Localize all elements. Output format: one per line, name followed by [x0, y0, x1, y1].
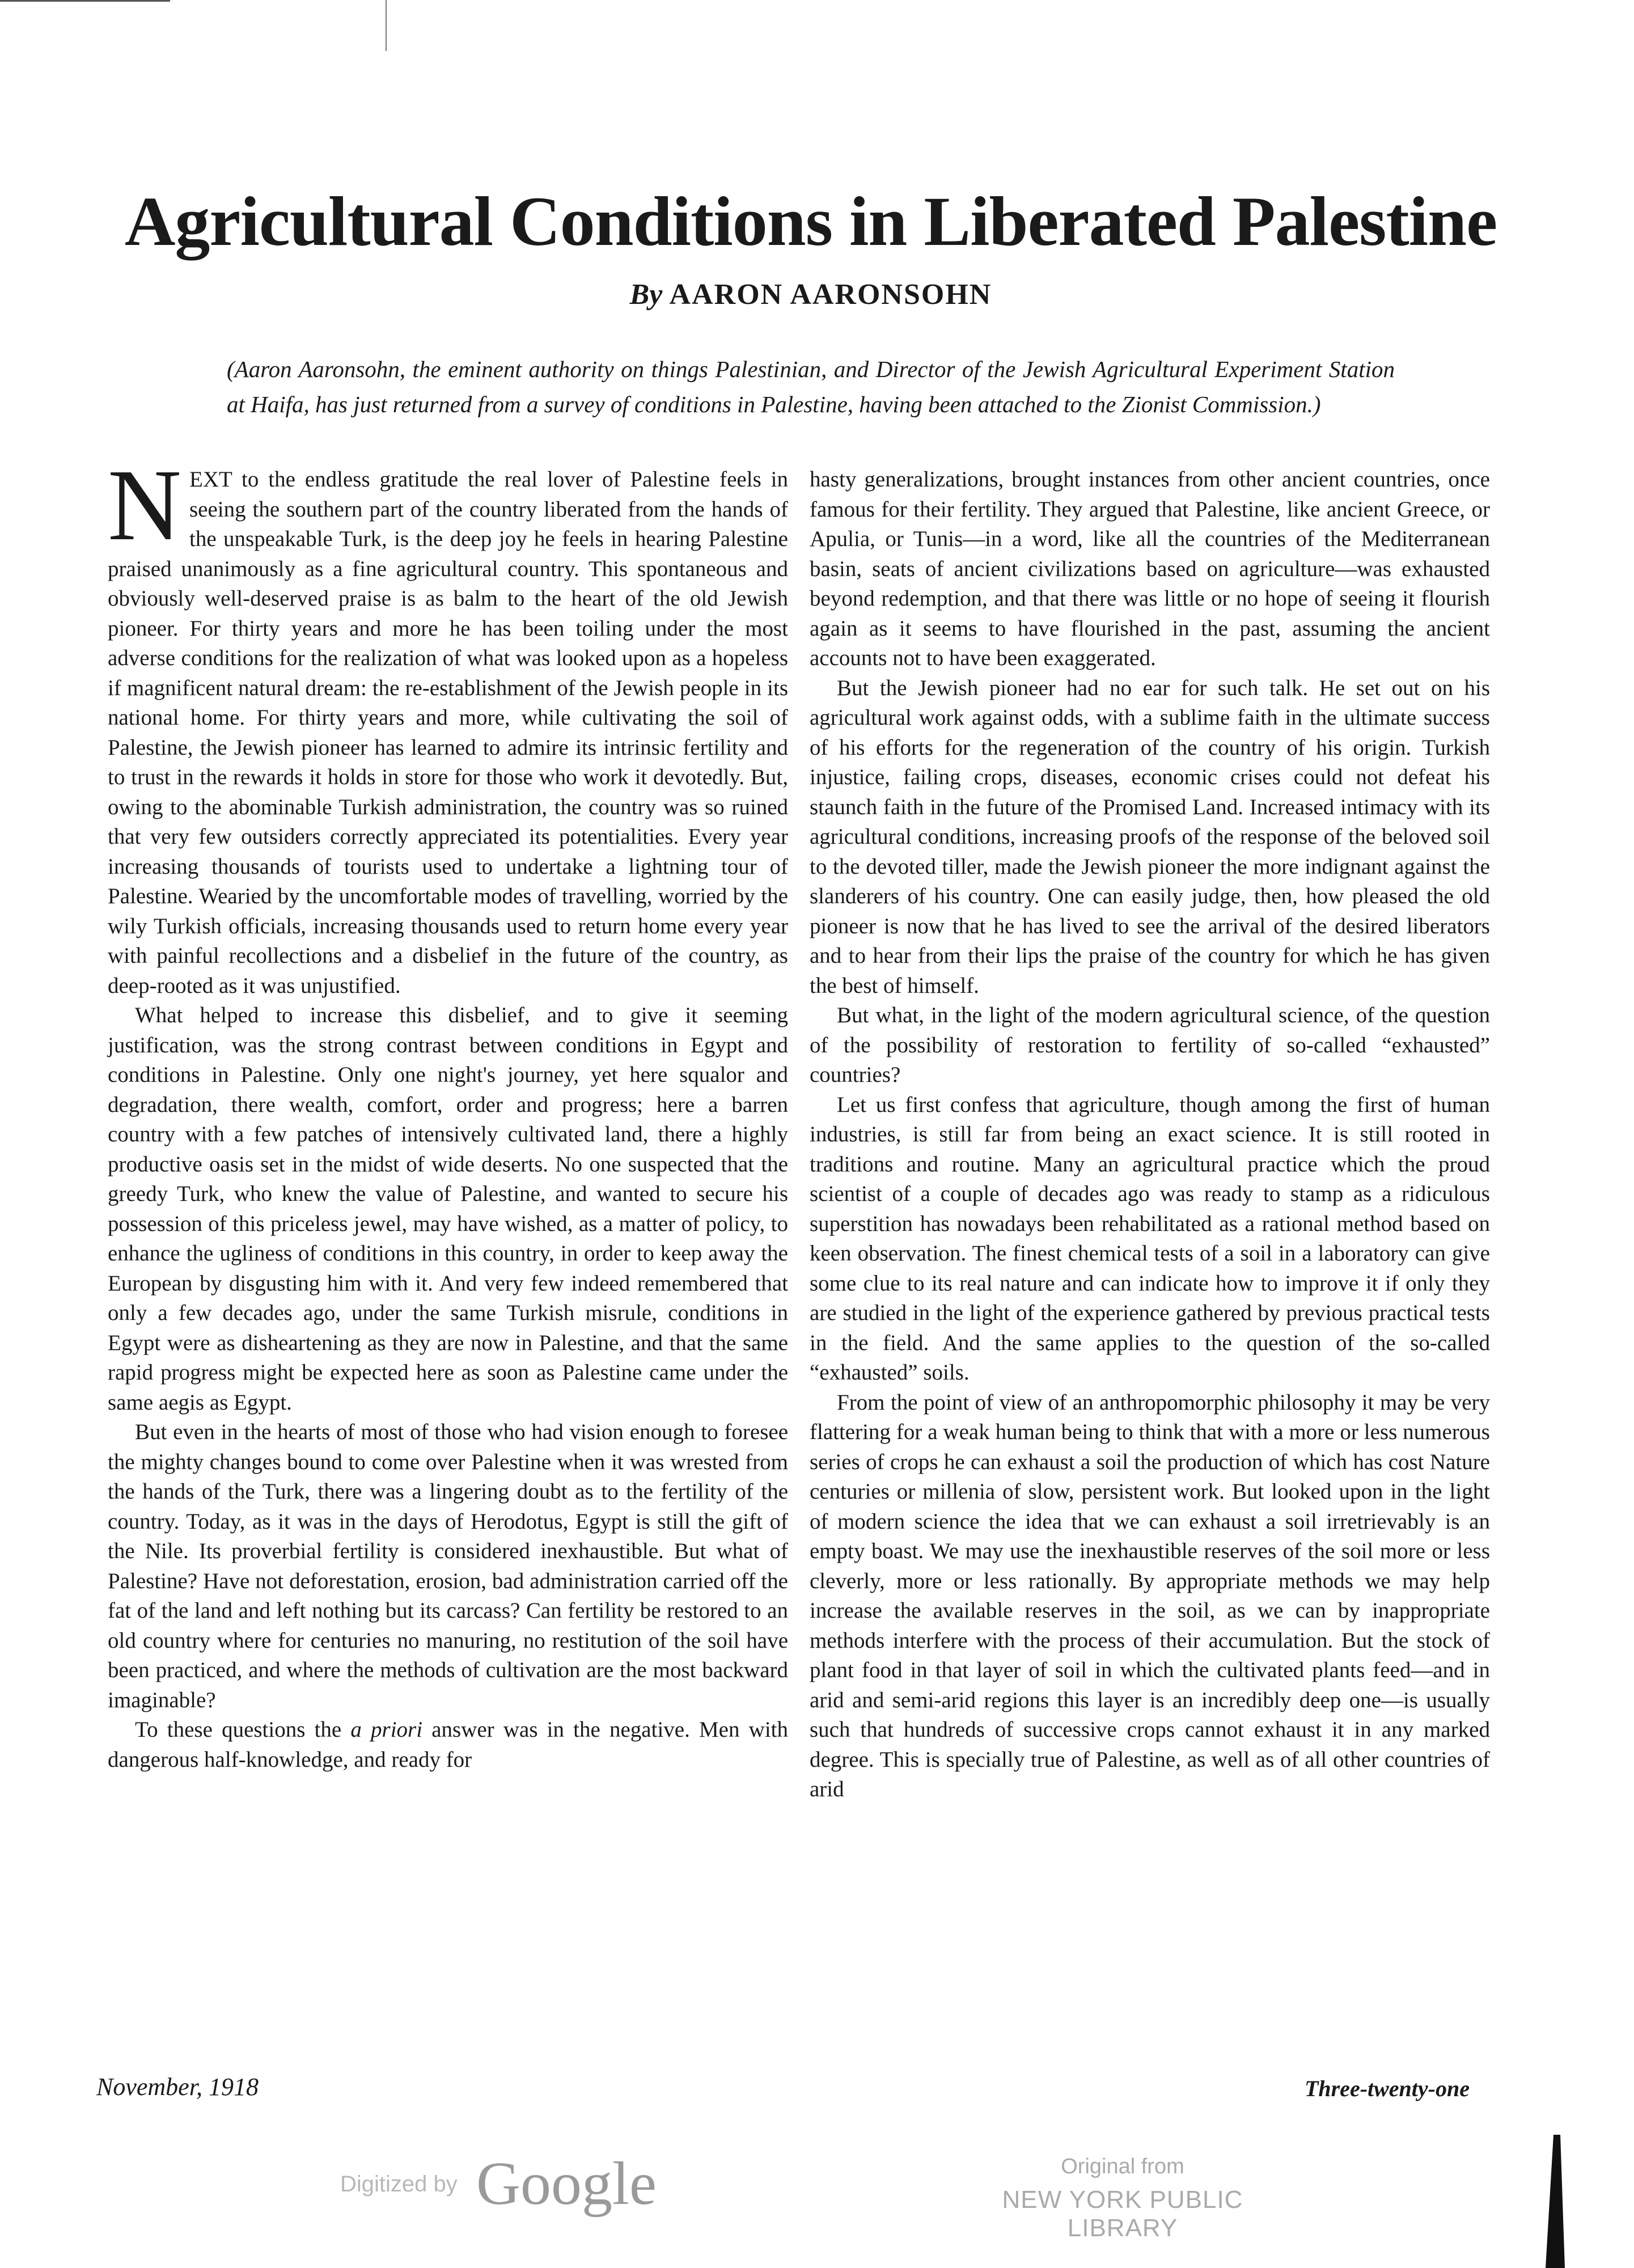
- paragraph-9: From the point of view of an anthropomorphic philosophy it may be very flattering for a weak human being to think that with a more or less numerous series of crops he can exhaust a soil the production of which has cost Nature centuries or millenia of slow, persistent work. But looked upon in the light of modern science the idea that we can exhaust a soil irretrievably is an empty boast. We may use the inexhaustible reserves of the soil more or less cleverly, more or less rationally. By appropriate methods we may help increase the available reserves in the soil, as we can by inappropriate methods interfere with the process of their accumulation. But the stock of plant food in that layer of soil in which the cultivated plants feed—and in arid and semi-arid regions this layer is an incredibly deep one—is usually such that hundreds of successive crops cannot exhaust it in any marked degree. This is specially true of Palestine, as well as of all other countries of arid: [810, 1390, 1490, 1801]
- paragraph-4-text-a: To these questions the: [135, 1717, 351, 1742]
- column-right: [810, 465, 1490, 1805]
- paragraph-4-text-b: answer was in the negative. Men with dangerous half-knowledge, and ready for: [108, 1717, 788, 1772]
- byline-author: AARON AARONSOHN: [669, 278, 992, 311]
- paragraph-7: But what, in the light of the modern agricultural science, of the question of the possibility of restoration to fertility of so-called “exhausted” countries?: [810, 1003, 1490, 1087]
- google-logo: Google: [476, 2150, 657, 2218]
- paragraph-4: [108, 1715, 788, 1775]
- original-from-label: Original from: [1061, 2155, 1184, 2178]
- top-rule: [0, 0, 170, 2]
- library-name: NEW YORK PUBLIC LIBRARY: [1002, 2186, 1243, 2242]
- paragraph-6: But the Jewish pioneer had no ear for such talk. He set out on his agricultural work against odds, with a sublime faith in the ultimate success of his efforts for the regeneration of the country of his origin. Turkish injustice, failing crops, diseases, economic crises could not defeat his staunch faith in the future of the Promised Land. Increased intimacy with its agricultural conditions, increasing proofs of the response of the beloved soil to the devoted tiller, made the Jewish pioneer the more indignant against the slanderers of his country. One can easily judge, then, how pleased the old pioneer is now that he has lived to see the arrival of the desired liberators and to hear from their lips the praise of the country for which he has given the best of himself.: [810, 675, 1490, 998]
- paragraph-1: [108, 448, 788, 1001]
- page-edge-mark: [1542, 2123, 1576, 2268]
- byline-prefix: By: [629, 278, 663, 311]
- paragraph-8: Let us first confess that agriculture, though among the first of human industries, is still far from being an exact science. It is still rooted in traditions and routine. Many an agricultural practice which the proud scientist of a couple of decades ago was ready to stamp as a ridiculous superstition has nowadays been rehabilitated as a rational method based on keen observation. The finest chemical tests of a soil in a laboratory can give some clue to its real nature and can indicate how to improve it if only they are studied in the light of the experience gathered by previous practical tests in the field. And the same applies to the question of the so-called “exhausted” soils.: [810, 1092, 1490, 1385]
- scan-mark: [386, 0, 387, 51]
- digitized-by-label: Digitized by: [340, 2172, 458, 2197]
- footer-date: November, 1918: [96, 2073, 259, 2101]
- paragraph-4-italic: a priori: [350, 1717, 423, 1742]
- paragraph-2: What helped to increase this disbelief, and to give it seeming justification, was the strong contrast between conditions in Egypt and conditions in Palestine. Only one night's journey, yet here squalor and degradation, there wealth, comfort, order and progress; here a barren country with a few patches of intensively cultivated land, there a highly productive oasis set in the midst of wide deserts. No one suspected that the greedy Turk, who knew the value of Palestine, and wanted to secure his possession of this priceless jewel, may have wished, as a matter of policy, to enhance the ugliness of conditions in this country, in order to keep away the European by disgusting him with it. And very few indeed remembered that only a few decades ago, under the same Turkish misrule, conditions in Egypt were as disheartening as they are now in Palestine, and that the same rapid progress might be expected here as soon as Palestine came under the same aegis as Egypt.: [108, 1003, 788, 1415]
- footer-page-number: Three-twenty-one: [1304, 2076, 1470, 2101]
- editor-note: (Aaron Aaronsohn, the eminent authority on things Palestinian, and Director of the Jewish Agricultural Experiment Station at Haifa, has just returned from a survey of conditions in Palestine, having been attached to the Zionist Commission.): [227, 356, 1395, 417]
- paragraph-1-text: EXT to the endless gratitude the real lover of Palestine feels in seeing the southern part of the country liberated from the hands of the unspeakable Turk, is the deep joy he feels in hearing Palestine praised unanimously as a fine agricultural country. This spontaneous and obviously well-deserved praise is as balm to the heart of the old Jewish pioneer. For thirty years and more he has been toiling under the most adverse conditions for the realization of what was looked upon as a hopeless if magnificent natural dream: the re-establishment of the Jewish people in its national home. For thirty years and more, while cultivating the soil of Palestine, the Jewish pioneer has learned to admire its intrinsic fertility and to trust in the rewards it holds in store for those who work it devotedly. But, owing to the abominable Turkish administration, the country was so ruined that very few outsiders correctly appreciated its potentialities. Every year increasing thousands of tourists used to undertake a lightning tour of Palestine. Wearied by the uncomfortable modes of travelling, worried by the wily Turkish officials, increasing thousands used to return home every year with painful recollections and a disbelief in the future of the country, as deep-rooted as it was unjustified.: [108, 467, 788, 998]
- drop-cap: N: [108, 448, 181, 561]
- paragraph-3: But even in the hearts of most of those who had vision enough to foresee the mighty changes bound to come over Palestine when it was wrested from the hands of the Turk, there was a lingering doubt as to the fertility of the country. Today, as it was in the days of Herodotus, Egypt is still the gift of the Nile. Its proverbial fertility is considered inexhaustible. But what of Palestine? Have not deforestation, erosion, bad administration carried off the fat of the land and left nothing but its carcass? Can fertility be restored to an old country where for centuries no manuring, no restitution of the soil have been practiced, and where the methods of cultivation are the most backward imaginable?: [108, 1420, 788, 1712]
- byline: [102, 278, 1519, 311]
- paragraph-5: hasty generalizations, brought instances from other ancient countries, once famous for their fertility. They argued that Palestine, like ancient Greece, or Apulia, or Tunis—in a word, like all the countries of the Mediterranean basin, seats of ancient civilizations based on agriculture—was exhausted beyond redemption, and that there was little or no hope of seeing it flourish again as it seems to have flourished in the past, assuming the ancient accounts not to have been exaggerated.: [810, 467, 1490, 670]
- article-title: Agricultural Conditions in Liberated Palestine: [124, 183, 1497, 260]
- column-left: [108, 448, 788, 1775]
